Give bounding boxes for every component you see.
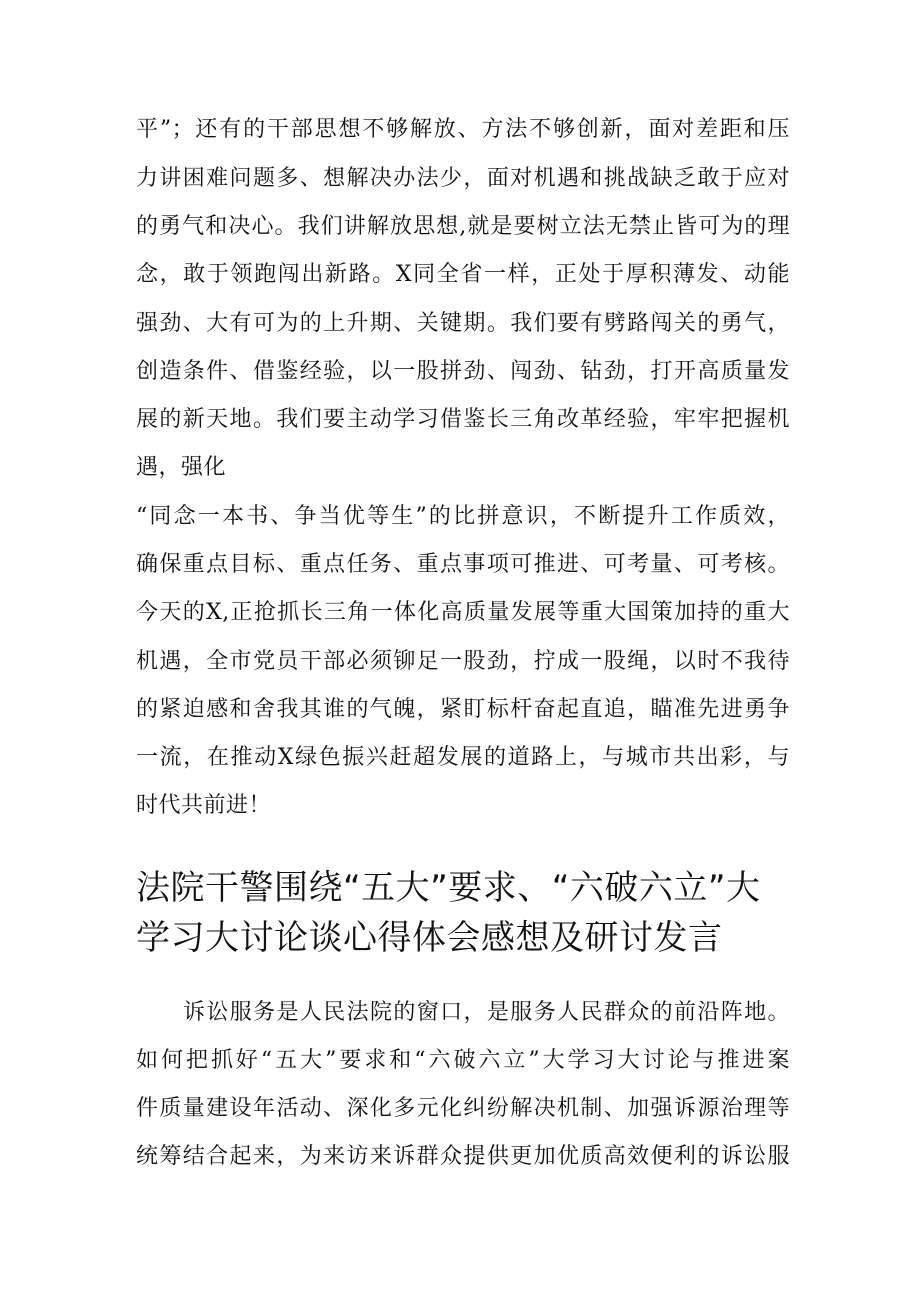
- text-line: 时代共前进！: [136, 793, 272, 818]
- text-line: 力讲困难问题多、想解决办法少，面对机遇和挑战缺乏敢于应对: [136, 166, 790, 191]
- text-line: 遇，强化: [136, 455, 227, 480]
- text-line: 件质量建设年活动、深化多元化纠纷解决机制、加强诉源治理等: [136, 1096, 790, 1121]
- text-line: 创造条件、借鉴经验，以一股拼劲、闯劲、钻劲，打开高质量发: [136, 359, 790, 384]
- text-line: 统筹结合起来，为来访来诉群众提供更加优质高效便利的诉讼服: [136, 1144, 790, 1169]
- text-line: 诉讼服务是人民法院的窗口，是服务人民群众的前沿阵地。: [183, 1000, 790, 1025]
- text-line: 机遇，全市党员干部必须铆足一股劲，拧成一股绳，以时不我待: [136, 649, 790, 674]
- text-line: 念，敢于领跑闯出新路。X同全省一样，正处于厚积薄发、动能: [136, 262, 790, 287]
- text-line: 的勇气和决心。我们讲解放思想,就是要树立法无禁止皆可为的理: [136, 214, 790, 239]
- text-line: “同念一本书、争当优等生”的比拼意识，不断提升工作质效，: [136, 504, 790, 529]
- heading-line: 法院干警围绕“五大”要求、“六破六立”大: [136, 868, 761, 908]
- text-line: 如何把抓好“五大”要求和“六破六立”大学习大讨论与推进案: [136, 1048, 790, 1073]
- text-line: 今天的X,正抢抓长三角一体化高质量发展等重大国策加持的重大: [136, 600, 790, 625]
- text-line: 的紧迫感和舍我其谁的气魄，紧盯标杆奋起直追，瞄准先进勇争: [136, 697, 790, 722]
- text-line: 展的新天地。我们要主动学习借鉴长三角改革经验，牢牢把握机: [136, 407, 790, 432]
- text-line: 平”；还有的干部思想不够解放、方法不够创新，面对差距和压: [136, 117, 790, 142]
- text-line: 一流，在推动X绿色振兴赶超发展的道路上，与城市共出彩，与: [136, 745, 790, 770]
- heading-line: 学习大讨论谈心得体会感想及研讨发言: [136, 918, 723, 958]
- text-line: 强劲、大有可为的上升期、关键期。我们要有劈路闯关的勇气，: [136, 311, 790, 336]
- text-line: 确保重点目标、重点任务、重点事项可推进、可考量、可考核。: [136, 552, 790, 577]
